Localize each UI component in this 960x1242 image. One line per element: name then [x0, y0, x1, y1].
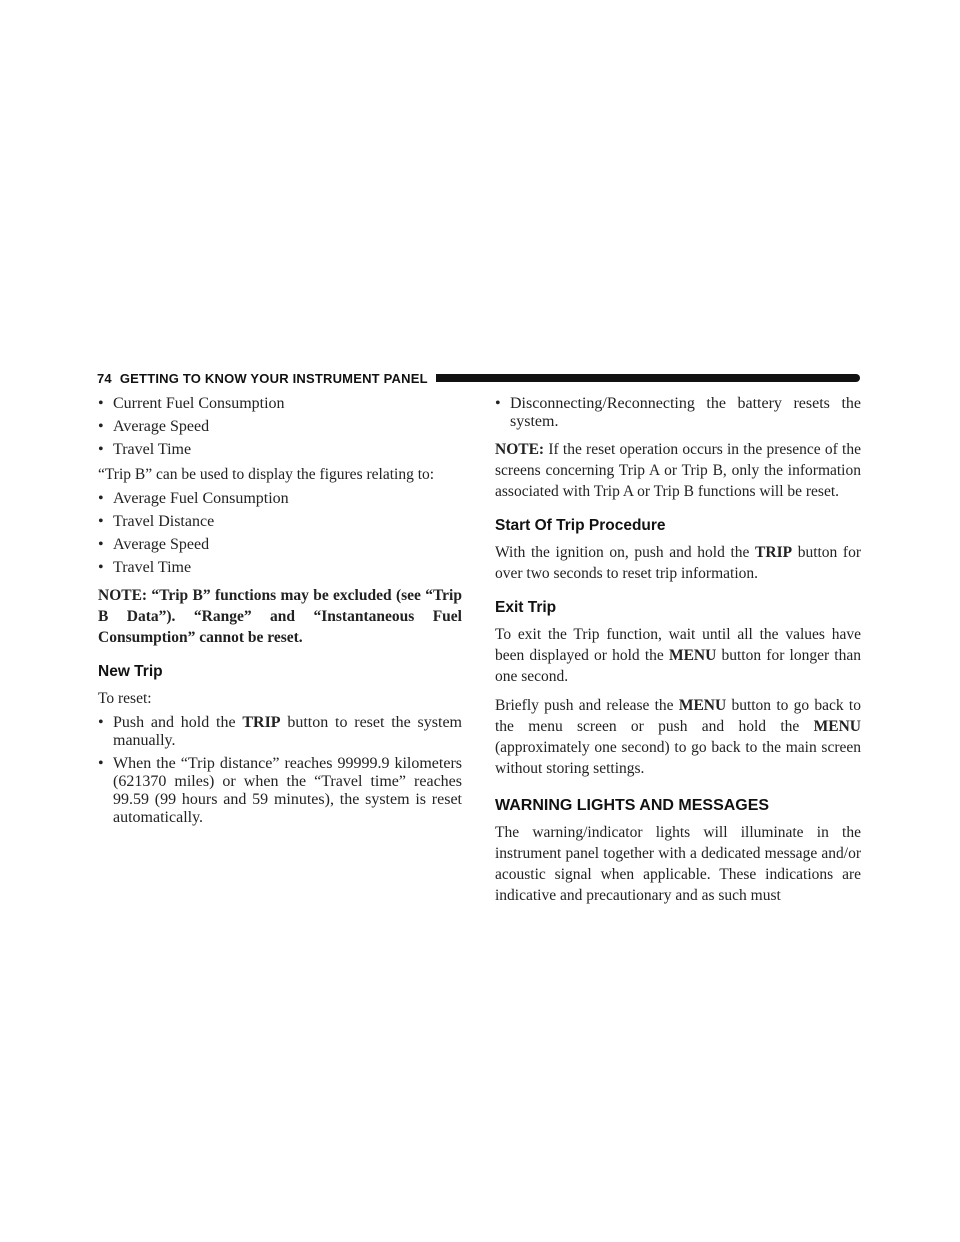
bullet-glyph: • [98, 441, 104, 458]
text-run: To exit the Trip function, wait until all the values have been displayed or hold the [495, 626, 861, 664]
list-item [98, 755, 462, 827]
text-run: Push and hold the [113, 714, 243, 731]
list-item [98, 490, 462, 508]
exit-trip-heading: Exit Trip [495, 599, 557, 616]
text-run: button to reset the system manually. [113, 714, 463, 749]
bullet-glyph: • [98, 559, 104, 576]
text-run: button for longer than one second. [495, 647, 861, 685]
menu-button-label: MENU [678, 697, 727, 714]
text-run: Briefly push and release the [495, 697, 679, 714]
list-item [98, 536, 462, 554]
list-item-text: Average Speed [113, 418, 210, 435]
list-item [98, 418, 462, 436]
exit-trip-text-2 [495, 695, 861, 779]
text-run: If the reset operation occurs in the presence of the screens concerning Trip A or Trip B, only the information associated with Trip A or Trip B functions will be reset. [495, 441, 861, 500]
list-item-text: Average Fuel Consumption [113, 490, 289, 507]
header-rule [436, 374, 860, 382]
menu-button-label: MENU [813, 718, 861, 735]
trip-button-label: TRIP [242, 714, 281, 731]
section-title: GETTING TO KNOW YOUR INSTRUMENT PANEL [119, 370, 428, 386]
start-of-trip-text [495, 542, 861, 584]
warning-lights-heading: WARNING LIGHTS AND MESSAGES [495, 797, 770, 814]
menu-button-label: MENU [668, 647, 717, 664]
list-item-text: Travel Time [113, 441, 192, 458]
list-item-text: Disconnecting/Reconnecting the battery resets the system. [510, 395, 861, 430]
bullet-glyph: • [98, 395, 104, 412]
page-number: 74 [97, 370, 112, 386]
list-item-text: Travel Time [113, 559, 192, 576]
bullet-glyph: • [98, 490, 104, 507]
text-run: (approximately one second) to go back to the main screen without storing settings. [495, 739, 861, 777]
text-run: With the ignition on, push and hold the [495, 544, 756, 561]
page-header [97, 370, 860, 386]
list-item [98, 513, 462, 531]
list-item [495, 395, 861, 431]
reset-note [495, 439, 861, 502]
list-item [98, 559, 462, 577]
bullet-glyph: • [98, 513, 104, 530]
bullet-glyph: • [98, 536, 104, 553]
list-item [98, 441, 462, 459]
list-item [98, 395, 462, 413]
list-item-text: Average Speed [113, 536, 210, 553]
bullet-glyph: • [98, 755, 104, 772]
trip-b-note: NOTE: “Trip B” functions may be excluded (see “Trip B Data”). “Range” and “Instantaneous Fuel Consumption” cannot be reset. [98, 587, 462, 646]
start-of-trip-heading: Start Of Trip Procedure [495, 517, 666, 534]
exit-trip-text-1 [495, 624, 861, 687]
bullet-glyph: • [495, 395, 501, 412]
list-item-text: Travel Distance [113, 513, 215, 530]
trip-b-intro: “Trip B” can be used to display the figures relating to: [98, 466, 435, 483]
warning-lights-text: The warning/indicator lights will illuminate in the instrument panel together with a dedicated message and/or acoustic signal when applicable. These indications are indicative and precautionary and as such must [495, 824, 861, 904]
bullet-glyph: • [98, 714, 104, 731]
list-item [98, 714, 462, 750]
note-label: NOTE: [495, 441, 545, 458]
to-reset-label: To reset: [98, 690, 152, 707]
right-column [495, 390, 861, 906]
bullet-glyph: • [98, 418, 104, 435]
text-run: button to go back to the menu screen or push and hold the [495, 697, 861, 735]
list-item-text [113, 714, 462, 750]
list-item-text: When the “Trip distance” reaches 99999.9 kilometers (621370 miles) or when the “Travel time” reaches 99.59 (99 hours and 59 minutes), the system is reset automatically. [113, 755, 462, 826]
left-column [98, 390, 462, 827]
new-trip-heading: New Trip [98, 663, 163, 680]
list-item-text: Current Fuel Consumption [113, 395, 285, 412]
trip-button-label: TRIP [755, 544, 793, 561]
text-run: button for over two seconds to reset trip information. [495, 544, 862, 582]
